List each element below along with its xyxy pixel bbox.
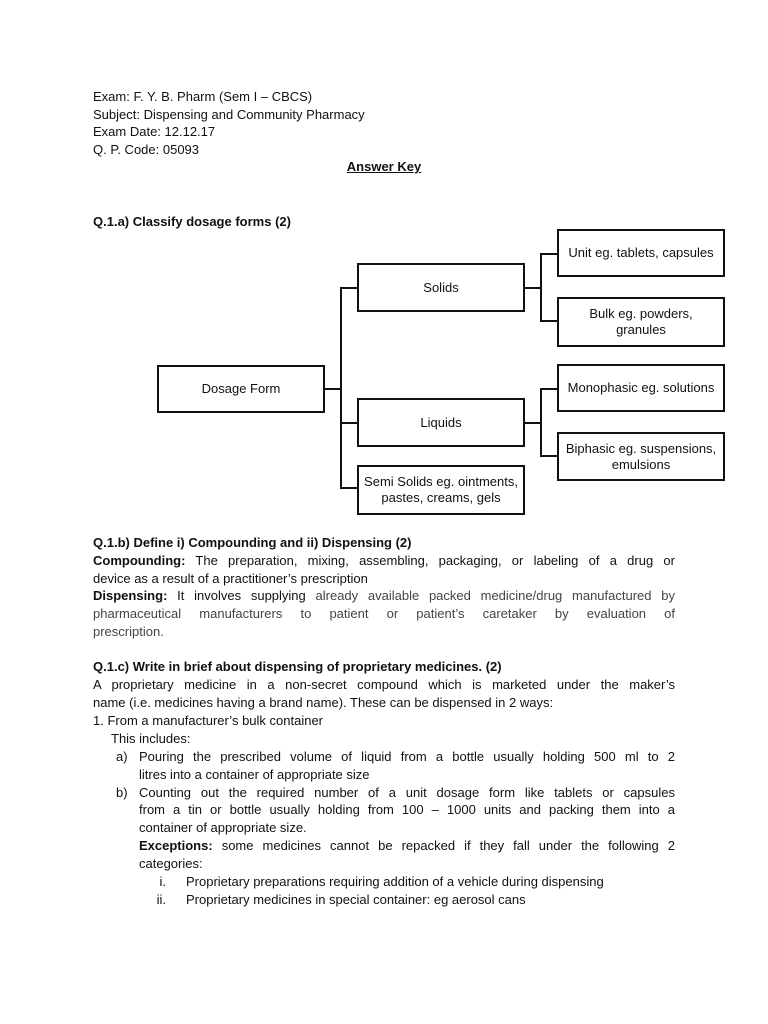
q1c-intro-1: A proprietary medicine in a non-secret compound which is marketed under the maker’s xyxy=(93,677,675,692)
connector xyxy=(340,287,358,289)
q1b-heading: Q.1.b) Define i) Compounding and ii) Dispensing (2) xyxy=(93,535,412,550)
connector xyxy=(523,287,541,289)
dispensing-label: Dispensing: xyxy=(93,588,168,603)
connector xyxy=(540,253,542,321)
node-label: Solids xyxy=(423,279,459,295)
list-marker-ii: ii. xyxy=(156,892,166,907)
exceptions-line-2: categories: xyxy=(139,856,203,871)
node-label: Unit eg. tablets, capsules xyxy=(568,245,714,260)
node-label: Semi Solids eg. ointments, pastes, creams, gels xyxy=(364,474,518,505)
node-solids xyxy=(357,263,525,312)
item-b-line-1: Counting out the required number of a unit dosage form like tablets or capsules xyxy=(139,785,675,800)
node-dosage-form xyxy=(157,365,325,413)
dispensing-text-b: already available packed medicine/drug manufactured by xyxy=(315,588,675,603)
node-label: Biphasic eg. suspensions, emulsions xyxy=(565,440,717,472)
dispensing-text-a: It involves supplying xyxy=(177,588,306,603)
q1c-intro-2: name (i.e. medicines having a brand name). These can be dispensed in 2 ways: xyxy=(93,695,554,710)
item-a-line-1: Pouring the prescribed volume of liquid from a bottle usually holding 500 ml to 2 xyxy=(139,749,675,764)
node-monophasic xyxy=(557,364,725,412)
connector xyxy=(540,388,542,456)
node-bulk xyxy=(557,297,725,347)
item-b-line-3: container of appropriate size. xyxy=(139,820,307,835)
connector xyxy=(523,422,541,424)
list-marker-i: i. xyxy=(159,874,166,889)
compounding-line-1 xyxy=(93,552,675,570)
list-item-1: 1. From a manufacturer’s bulk container xyxy=(93,713,324,728)
node-label: Bulk eg. powders, granules xyxy=(589,306,693,337)
node-label: Liquids xyxy=(420,414,462,430)
exceptions-line-1 xyxy=(139,837,675,855)
node-label: Dosage Form xyxy=(201,381,281,396)
connector xyxy=(540,388,558,390)
exam-date-line: Exam Date: 12.12.17 xyxy=(93,124,216,139)
qp-code-line: Q. P. Code: 05093 xyxy=(93,142,200,157)
list-marker-a: a) xyxy=(116,749,128,764)
connector xyxy=(540,253,558,255)
subject-line: Subject: Dispensing and Community Pharmacy xyxy=(93,107,365,122)
dispensing-line-2: pharmaceutical manufacturers to patient or patient’s caretaker by evaluation of xyxy=(93,606,675,621)
connector xyxy=(340,287,342,488)
dispensing-line-3: prescription. xyxy=(93,624,164,639)
exception-item-ii: Proprietary medicines in special container: eg aerosol cans xyxy=(186,892,526,907)
node-liquids xyxy=(357,398,525,447)
connector xyxy=(340,422,358,424)
node-label: Monophasic eg. solutions xyxy=(567,380,715,395)
connector xyxy=(540,320,558,322)
compounding-text: The preparation, mixing, assembling, packaging, or labeling of a drug or xyxy=(195,553,675,568)
connector xyxy=(340,487,358,489)
node-biphasic xyxy=(557,432,725,481)
dispensing-line-1 xyxy=(93,587,675,605)
q1c-heading: Q.1.c) Write in brief about dispensing of proprietary medicines. (2) xyxy=(93,659,502,674)
node-semi-solids xyxy=(357,465,525,515)
compounding-label: Compounding: xyxy=(93,553,186,568)
exceptions-text: some medicines cannot be repacked if they fall under the following 2 xyxy=(221,838,675,853)
q1a-heading: Q.1.a) Classify dosage forms (2) xyxy=(93,214,291,229)
node-unit xyxy=(557,229,725,277)
list-marker-b: b) xyxy=(116,785,128,800)
exception-item-i: Proprietary preparations requiring addition of a vehicle during dispensing xyxy=(186,874,604,889)
page-title: Answer Key xyxy=(346,159,422,174)
item-b-line-2: from a tin or bottle usually holding from 100 – 1000 units and packing them into a xyxy=(139,802,675,817)
connector xyxy=(323,388,341,390)
exam-line: Exam: F. Y. B. Pharm (Sem I – CBCS) xyxy=(93,89,313,104)
exceptions-label: Exceptions: xyxy=(139,838,213,853)
connector xyxy=(540,455,558,457)
compounding-line-2: device as a result of a practitioner’s prescription xyxy=(93,571,368,586)
item-a-line-2: litres into a container of appropriate size xyxy=(139,767,370,782)
includes-line: This includes: xyxy=(111,731,191,746)
